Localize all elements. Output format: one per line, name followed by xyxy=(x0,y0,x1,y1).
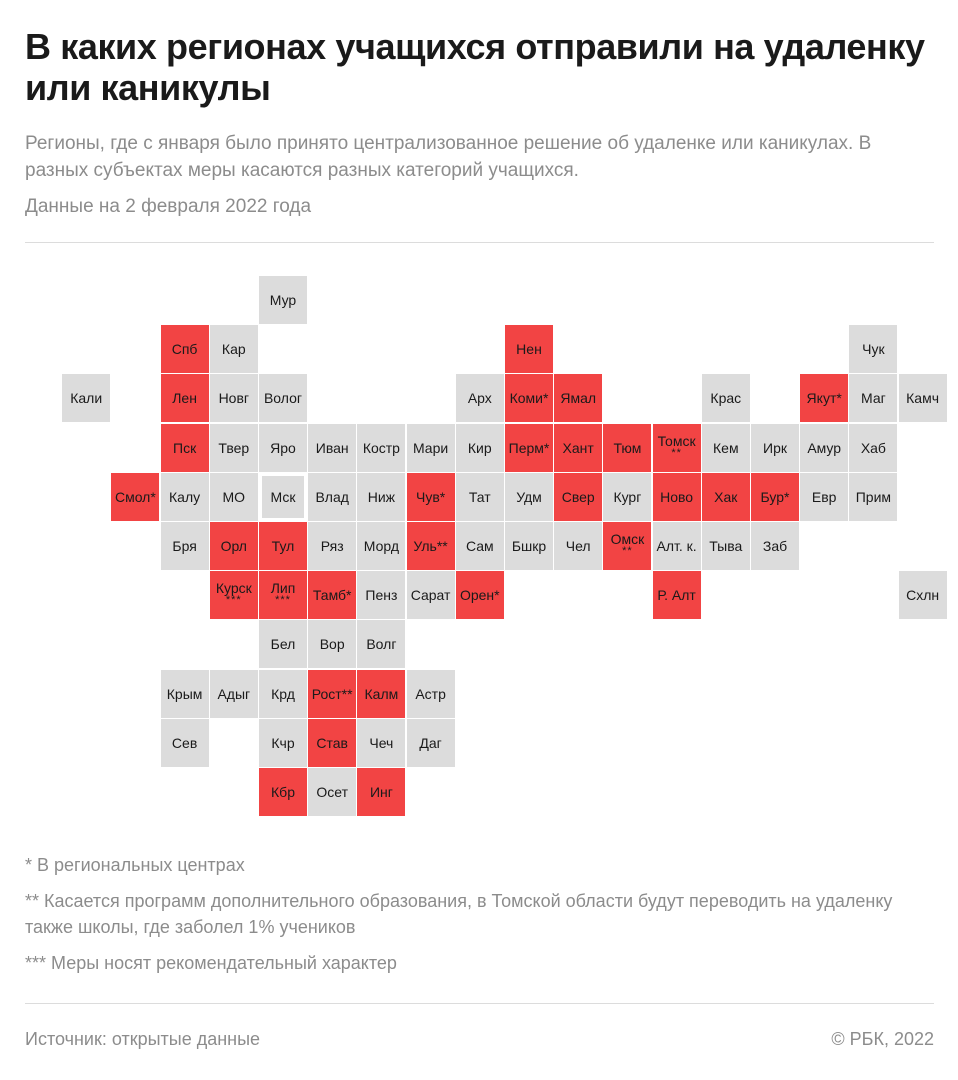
region-label: Перм* xyxy=(508,439,550,456)
region-tile xyxy=(259,571,307,619)
region-label: Хант xyxy=(562,439,594,456)
region-tile xyxy=(407,522,455,570)
region-tile xyxy=(849,325,897,373)
region-tile xyxy=(161,473,209,521)
region-tile xyxy=(800,374,848,422)
region-label: Схлн xyxy=(906,587,940,604)
region-tile xyxy=(308,473,356,521)
region-label: Спб xyxy=(171,341,198,358)
region-label: Крас xyxy=(710,390,742,407)
region-label: Арх xyxy=(467,390,492,407)
region-tile xyxy=(259,522,307,570)
region-label: Бел xyxy=(270,636,296,653)
region-tile xyxy=(603,473,651,521)
region-tile xyxy=(800,473,848,521)
region-tile xyxy=(308,670,356,718)
region-tile xyxy=(554,473,602,521)
region-label: Став xyxy=(316,734,348,751)
region-tile xyxy=(259,276,307,324)
region-label: Бря xyxy=(172,538,197,554)
region-label: Крым xyxy=(166,685,203,702)
region-label: Волг xyxy=(366,636,397,653)
region-tile xyxy=(751,522,799,570)
region-label: Коми* xyxy=(509,390,549,407)
region-tile xyxy=(702,473,750,521)
region-tile xyxy=(899,374,947,422)
region-tile xyxy=(849,473,897,521)
region-label: Лип xyxy=(270,580,296,597)
region-label: Кчр xyxy=(271,734,295,751)
region-label: Ново xyxy=(660,488,694,505)
region-footnote-mark: ** xyxy=(671,446,682,459)
region-tile xyxy=(259,620,307,668)
region-label: Калу xyxy=(169,488,201,505)
region-tile xyxy=(407,670,455,718)
region-tile xyxy=(210,325,258,373)
region-tile xyxy=(849,424,897,472)
region-label: Кем xyxy=(713,439,739,456)
region-label: Влад xyxy=(315,488,349,505)
region-tile xyxy=(702,522,750,570)
region-label: Заб xyxy=(762,538,788,554)
region-tile xyxy=(210,522,258,570)
region-label: Чув* xyxy=(415,488,446,505)
bottom-divider xyxy=(25,1003,934,1004)
region-footnote-mark: *** xyxy=(275,594,291,607)
region-tile xyxy=(554,424,602,472)
region-label: Курск xyxy=(215,580,252,597)
region-label: Чук xyxy=(862,341,885,358)
region-tile xyxy=(653,424,701,472)
region-tile xyxy=(800,424,848,472)
region-tile xyxy=(308,719,356,767)
region-label: Кали xyxy=(70,390,103,407)
region-label: Хаб xyxy=(860,439,886,456)
region-label: Тыва xyxy=(709,538,743,554)
region-tile xyxy=(210,473,258,521)
region-label: Якут* xyxy=(806,390,842,407)
region-label: Ямал xyxy=(560,390,597,407)
region-label: Костр xyxy=(362,439,400,456)
region-tile xyxy=(751,424,799,472)
region-tile xyxy=(259,670,307,718)
region-label: Свер xyxy=(561,488,595,505)
region-label: Кбр xyxy=(271,784,295,800)
region-label: Бур* xyxy=(760,488,790,505)
region-label: Маг xyxy=(861,390,886,407)
region-label: Камч xyxy=(906,390,940,407)
region-label: Чел xyxy=(565,538,591,554)
region-tile xyxy=(357,620,405,668)
region-label: Тул xyxy=(271,538,295,554)
page-title: В каких регионах учащихся отправили на удаленку или каникулы xyxy=(25,26,925,108)
region-label: Волог xyxy=(263,390,303,407)
region-tile xyxy=(161,719,209,767)
region-label: Калм xyxy=(364,685,399,702)
subtitle: Регионы, где с января было принято централизованное решение об удаленке или каникулах. В разных субъектах меры касаются разных категорий учащихся. xyxy=(25,133,872,181)
region-tile xyxy=(407,424,455,472)
region-tile xyxy=(899,571,947,619)
region-label: Бшкр xyxy=(511,538,547,554)
region-label: Сарат xyxy=(410,587,451,604)
region-label: Астр xyxy=(415,685,446,702)
footnote-1: * В региональных центрах xyxy=(25,855,245,875)
region-tile xyxy=(505,473,553,521)
region-label: Пск xyxy=(173,439,197,456)
region-label: Удм xyxy=(516,488,542,505)
region-tile xyxy=(505,424,553,472)
region-label: Евр xyxy=(811,488,837,505)
region-tile xyxy=(259,768,307,816)
region-tile xyxy=(161,522,209,570)
region-tile xyxy=(210,571,258,619)
region-tile xyxy=(357,473,405,521)
region-tile xyxy=(308,522,356,570)
region-tile xyxy=(357,522,405,570)
region-tile xyxy=(308,768,356,816)
region-tile xyxy=(505,325,553,373)
region-tile xyxy=(554,522,602,570)
region-label: Томск xyxy=(657,432,696,449)
region-tile xyxy=(653,522,701,570)
region-tile xyxy=(505,374,553,422)
region-label: Лен xyxy=(172,390,197,407)
region-tile xyxy=(357,768,405,816)
region-tile xyxy=(161,424,209,472)
region-tile xyxy=(308,571,356,619)
date-note: Данные на 2 февраля 2022 года xyxy=(25,196,312,217)
region-tile xyxy=(161,325,209,373)
region-label: Прим xyxy=(855,488,892,505)
region-tile xyxy=(161,374,209,422)
region-label: Мари xyxy=(412,439,449,456)
region-tile xyxy=(210,374,258,422)
region-label: Кар xyxy=(221,341,246,358)
region-tile xyxy=(751,473,799,521)
region-label: Новг xyxy=(218,390,250,407)
region-label: Ряз xyxy=(320,538,344,554)
source-text: Источник: открытые данные xyxy=(25,1029,261,1049)
footnote-2: ** Касается программ дополнительного образования, в Томской области будут переводить на удаленку также школы, где заболел 1% учеников xyxy=(25,891,893,937)
region-label: Кург xyxy=(613,488,642,505)
region-label: Адыг xyxy=(217,685,251,702)
region-label: Твер xyxy=(218,439,250,456)
region-footnote-mark: ** xyxy=(622,545,633,557)
region-label: Амур xyxy=(807,439,842,456)
region-tile xyxy=(456,374,504,422)
region-footnote-mark: *** xyxy=(225,594,242,607)
region-label: Морд xyxy=(363,538,400,554)
region-tile xyxy=(308,424,356,472)
region-label: Омск xyxy=(610,531,645,547)
region-label: Алт. к. xyxy=(656,538,697,554)
region-tile xyxy=(259,473,307,521)
region-label: Ирк xyxy=(763,439,787,456)
region-label: Иван xyxy=(315,439,349,456)
region-label: Нен xyxy=(516,341,542,358)
region-tile xyxy=(702,424,750,472)
region-label: Инг xyxy=(369,784,393,800)
region-label: Вор xyxy=(319,636,345,653)
footnotes xyxy=(25,852,925,986)
region-label: Кир xyxy=(467,439,492,456)
region-tile xyxy=(554,374,602,422)
region-label: МО xyxy=(222,488,246,505)
region-tile xyxy=(603,424,651,472)
region-tile xyxy=(111,473,159,521)
region-tile xyxy=(505,522,553,570)
region-label: Р. Алт xyxy=(657,587,696,604)
region-tile xyxy=(456,424,504,472)
region-tile xyxy=(653,571,701,619)
region-label: Сев xyxy=(171,734,198,751)
region-label: Крд xyxy=(271,685,295,702)
region-tile xyxy=(161,670,209,718)
region-tile xyxy=(259,374,307,422)
region-tile xyxy=(849,374,897,422)
region-label: Рост** xyxy=(311,685,353,702)
region-tile xyxy=(210,424,258,472)
region-label: Тюм xyxy=(613,439,642,456)
region-tile xyxy=(308,620,356,668)
region-label: Осет xyxy=(316,784,348,800)
region-tile xyxy=(407,571,455,619)
region-label: Тамб* xyxy=(312,587,352,604)
region-tile xyxy=(357,571,405,619)
region-label: Сам xyxy=(465,538,494,554)
region-label: Пенз xyxy=(365,587,398,604)
region-tile xyxy=(407,719,455,767)
footnote-3: *** Меры носят рекомендательный характер xyxy=(25,953,397,973)
region-tile xyxy=(259,424,307,472)
region-tile xyxy=(456,522,504,570)
region-label: Мур xyxy=(269,292,297,308)
region-label: Чеч xyxy=(369,734,394,751)
region-label: Яро xyxy=(270,439,296,456)
region-tile xyxy=(702,374,750,422)
region-label: Даг xyxy=(419,734,442,751)
region-tile xyxy=(357,719,405,767)
region-label: Орен* xyxy=(459,587,500,604)
copyright-text: © РБК, 2022 xyxy=(831,1029,934,1049)
region-tile xyxy=(259,719,307,767)
region-tile xyxy=(456,473,504,521)
region-label: Мск xyxy=(270,488,296,505)
region-label: Смол* xyxy=(114,488,156,505)
region-tile xyxy=(357,670,405,718)
region-tile xyxy=(603,522,651,570)
region-tile xyxy=(62,374,110,422)
region-tile xyxy=(653,473,701,521)
region-label: Тат xyxy=(468,488,491,505)
region-tile xyxy=(407,473,455,521)
region-label: Ниж xyxy=(367,488,396,505)
region-label: Орл xyxy=(220,538,247,554)
region-tile xyxy=(210,670,258,718)
region-tile xyxy=(357,424,405,472)
region-label: Хак xyxy=(714,488,738,505)
region-label: Уль** xyxy=(413,538,448,554)
region-tile xyxy=(456,571,504,619)
